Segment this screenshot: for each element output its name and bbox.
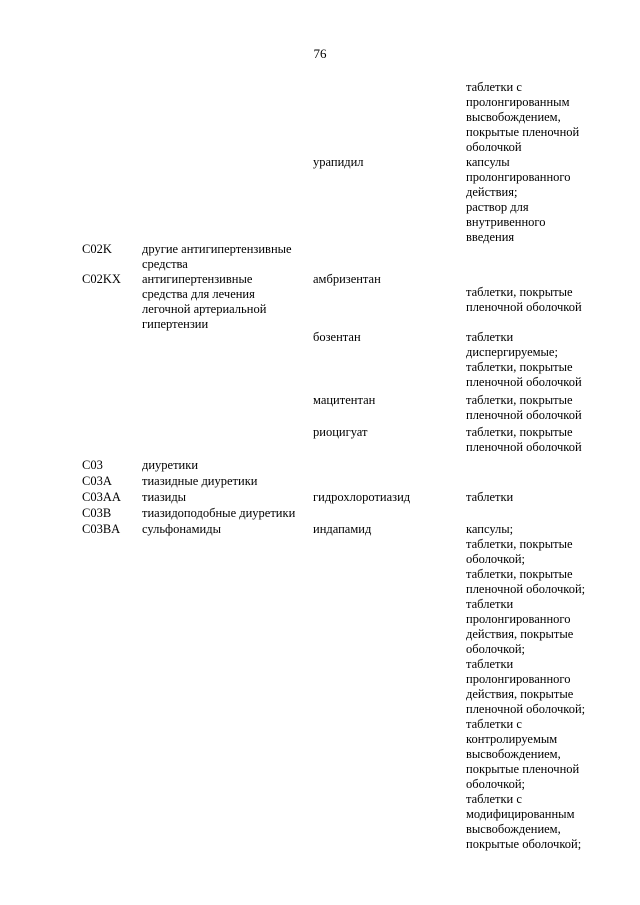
text-line: действия, покрытые bbox=[466, 627, 574, 641]
text-line: антигипертензивные bbox=[142, 272, 253, 286]
text-line: пленочной оболочкой bbox=[466, 300, 582, 314]
text-line: оболочкой; bbox=[466, 552, 525, 566]
atc-code: C02K bbox=[82, 242, 112, 256]
text-line: высвобождением, bbox=[466, 110, 561, 124]
text-line: оболочкой; bbox=[466, 777, 525, 791]
text-line: высвобождением, bbox=[466, 822, 561, 836]
text-line: оболочкой; bbox=[466, 642, 525, 656]
text-line: пролонгированным bbox=[466, 95, 570, 109]
atc-group-name bbox=[142, 242, 292, 272]
inn-bosentan: бозентан bbox=[313, 330, 361, 344]
text-line: раствор для bbox=[466, 200, 529, 214]
text-line: контролируемым bbox=[466, 732, 558, 746]
text-line: высвобождением, bbox=[466, 747, 561, 761]
inn-macitentan: мацитентан bbox=[313, 393, 376, 407]
text-line: пленочной оболочкой bbox=[466, 440, 582, 454]
atc-code: C03 bbox=[82, 458, 103, 472]
text-line: пролонгированного bbox=[466, 612, 571, 626]
text-line: пленочной оболочкой; bbox=[466, 582, 586, 596]
dosage-form-list bbox=[466, 80, 579, 155]
text-line: действия; bbox=[466, 185, 518, 199]
atc-code: C03AA bbox=[82, 490, 121, 504]
atc-group-name: тиазидоподобные диуретики bbox=[142, 506, 296, 520]
atc-code: C03BA bbox=[82, 522, 121, 536]
dosage-form-list bbox=[466, 285, 582, 315]
text-line: средства bbox=[142, 257, 188, 271]
text-line: пролонгированного bbox=[466, 672, 571, 686]
text-line: действия, покрытые bbox=[466, 687, 574, 701]
text-line: покрытые пленочной bbox=[466, 762, 580, 776]
inn-ambrisentan: амбризентан bbox=[313, 272, 381, 286]
text-line: таблетки, покрытые bbox=[466, 360, 573, 374]
text-line: таблетки, покрытые bbox=[466, 393, 573, 407]
atc-code: C03B bbox=[82, 506, 112, 520]
text-line: таблетки, покрытые bbox=[466, 425, 573, 439]
text-line: таблетки, покрытые bbox=[466, 537, 573, 551]
text-line: таблетки bbox=[466, 330, 514, 344]
text-line: пленочной оболочкой; bbox=[466, 702, 586, 716]
text-line: оболочкой bbox=[466, 140, 522, 154]
inn-indapamide: индапамид bbox=[313, 522, 372, 536]
text-line: средства для лечения bbox=[142, 287, 255, 301]
text-line: капсулы bbox=[466, 155, 510, 169]
text-line: таблетки, покрытые bbox=[466, 285, 573, 299]
page-number: 76 bbox=[313, 46, 327, 61]
text-line: легочной артериальной bbox=[142, 302, 267, 316]
dosage-form: таблетки bbox=[466, 490, 514, 504]
text-line: покрытые оболочкой; bbox=[466, 837, 582, 851]
text-line: пролонгированного bbox=[466, 170, 571, 184]
dosage-form-list bbox=[466, 425, 582, 455]
atc-group-name bbox=[142, 272, 266, 332]
dosage-form-list bbox=[466, 155, 571, 245]
text-line: таблетки bbox=[466, 657, 514, 671]
text-line: таблетки bbox=[466, 597, 514, 611]
text-line: гипертензии bbox=[142, 317, 209, 331]
inn-urapidil: урапидил bbox=[313, 155, 364, 169]
atc-group-name: диуретики bbox=[142, 458, 199, 472]
inn-hydrochlorothiazide: гидрохлоротиазид bbox=[313, 490, 411, 504]
text-line: другие антигипертензивные bbox=[142, 242, 292, 256]
text-line: диспергируемые; bbox=[466, 345, 558, 359]
inn-riociguat: риоцигуат bbox=[313, 425, 368, 439]
dosage-form-list bbox=[466, 522, 585, 852]
text-line: таблетки с bbox=[466, 717, 522, 731]
text-line: внутривенного bbox=[466, 215, 546, 229]
text-line: таблетки с bbox=[466, 80, 522, 94]
text-line: пленочной оболочкой bbox=[466, 375, 582, 389]
atc-group-name: тиазиды bbox=[142, 490, 187, 504]
atc-group-name: сульфонамиды bbox=[142, 522, 221, 536]
text-line: таблетки, покрытые bbox=[466, 567, 573, 581]
text-line: таблетки с bbox=[466, 792, 522, 806]
atc-code: C03A bbox=[82, 474, 112, 488]
text-line: капсулы; bbox=[466, 522, 514, 536]
dosage-form-list bbox=[466, 393, 582, 423]
atc-code: C02KX bbox=[82, 272, 121, 286]
atc-group-name: тиазидные диуретики bbox=[142, 474, 258, 488]
text-line: введения bbox=[466, 230, 515, 244]
text-line: покрытые пленочной bbox=[466, 125, 580, 139]
text-line: модифицированным bbox=[466, 807, 575, 821]
text-line: пленочной оболочкой bbox=[466, 408, 582, 422]
dosage-form-list bbox=[466, 330, 582, 390]
